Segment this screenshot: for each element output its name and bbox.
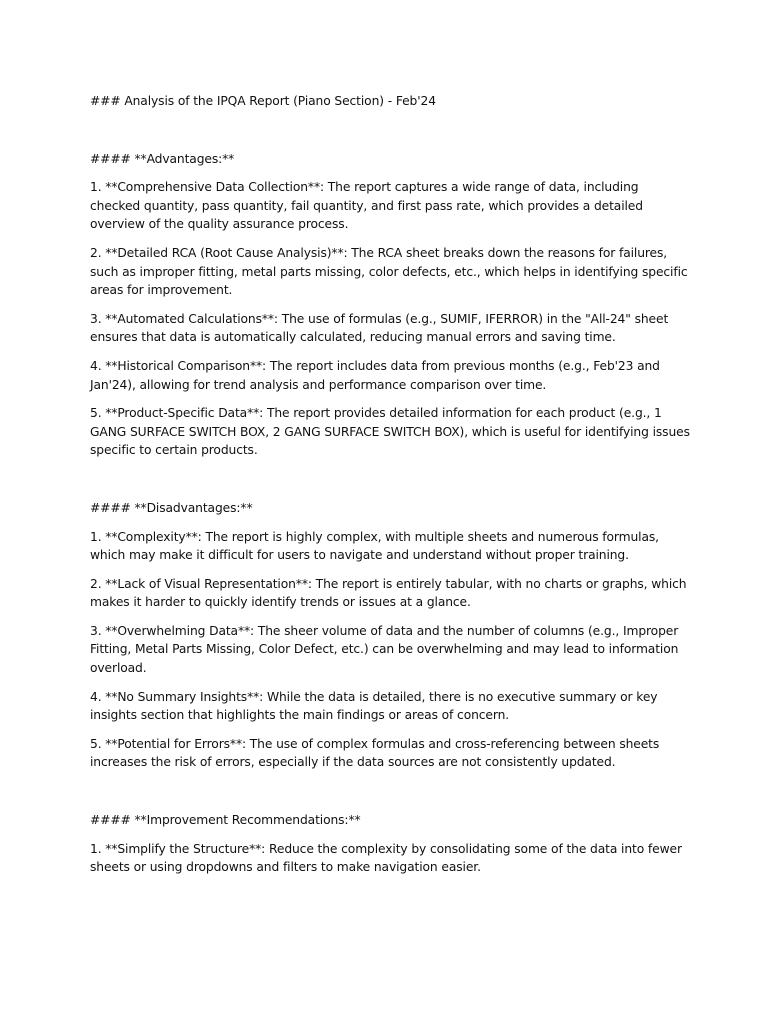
advantage-item-3: 3. **Automated Calculations**: The use of formulas (e.g., SUMIF, IFERROR) in the "All-24" sheet ensures that data is automatically calculated, reducing manual errors and saving time. [90, 311, 669, 345]
disadvantage-item-4: 4. **No Summary Insights**: While the data is detailed, there is no executive summary or key insights section that highlights the main findings or areas of concern. [90, 689, 658, 723]
disadvantage-item-1: 1. **Complexity**: The report is highly complex, with multiple sheets and numerous formulas, which may make it difficult for users to navigate and understand without proper training. [90, 529, 659, 563]
recommendations-heading: #### **Improvement Recommendations:** [90, 813, 361, 828]
advantage-item-5: 5. **Product-Specific Data**: The report provides detailed information for each product (e.g., 1 GANG SURFACE SWITCH BOX, 2 GANG SURFACE SWITCH BOX), which is useful for identifying issues specific to certain products. [90, 406, 690, 458]
recommendation-item-1: 1. **Simplify the Structure**: Reduce the complexity by consolidating some of the data into fewer sheets or using dropdowns and filters to make navigation easier. [90, 841, 682, 875]
document-body [90, 92, 690, 877]
disadvantage-item-5: 5. **Potential for Errors**: The use of complex formulas and cross-referencing between sheets increases the risk of errors, especially if the data sources are not consistently updated. [90, 736, 660, 770]
disadvantage-item-2: 2. **Lack of Visual Representation**: The report is entirely tabular, with no charts or graphs, which makes it harder to quickly identify trends or issues at a glance. [90, 576, 687, 610]
disadvantages-heading: #### **Disadvantages:** [90, 500, 253, 515]
advantages-heading: #### **Advantages:** [90, 151, 235, 166]
advantage-item-4: 4. **Historical Comparison**: The report includes data from previous months (e.g., Feb'23 and Jan'24), allowing for trend analysis and performance comparison over time. [90, 358, 660, 392]
disadvantage-item-3: 3. **Overwhelming Data**: The sheer volume of data and the number of columns (e.g., Improper Fitting, Metal Parts Missing, Color Defect, etc.) can be overwhelming and may lead to information overload. [90, 623, 679, 676]
document-title: ### Analysis of the IPQA Report (Piano Section) - Feb'24 [90, 94, 436, 108]
advantage-item-2: 2. **Detailed RCA (Root Cause Analysis)**: The RCA sheet breaks down the reasons for failures, such as improper fitting, metal parts missing, color defects, etc., which helps in identifying specific areas for improvement. [90, 245, 688, 298]
advantage-item-1: 1. **Comprehensive Data Collection**: The report captures a wide range of data, including checked quantity, pass quantity, fail quantity, and first pass rate, which provides a detailed overview of the quality assurance process. [90, 180, 643, 232]
